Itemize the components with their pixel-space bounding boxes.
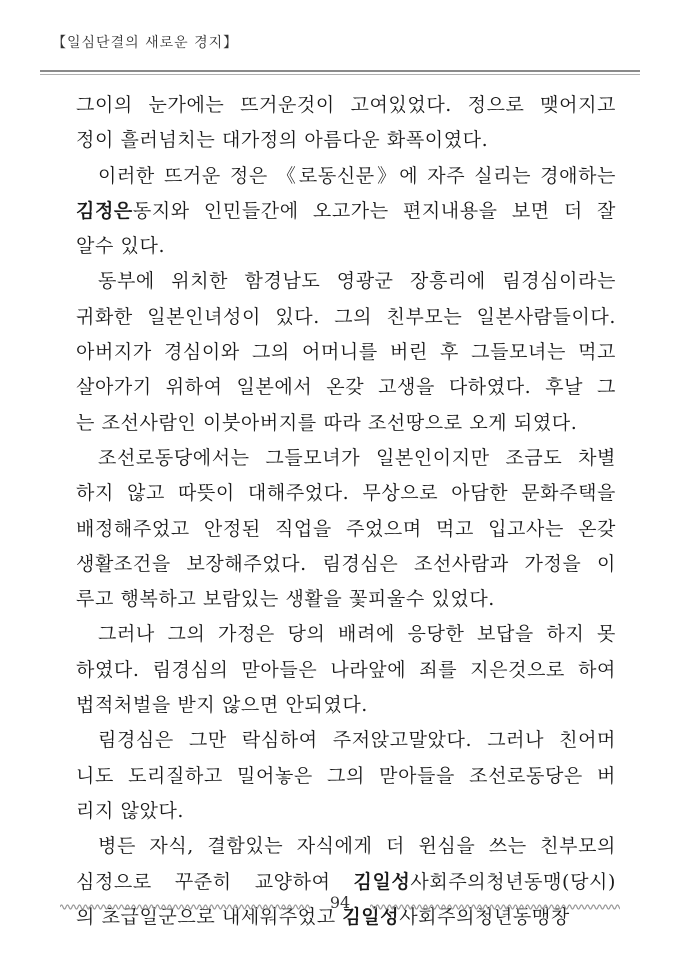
footer-ornament-left-icon — [60, 903, 310, 911]
text-line — [76, 229, 616, 264]
text-run: 그이의 눈가에는 뜨거운것이 고여있었다. 정으로 맺어지고 — [76, 94, 616, 116]
leader-name: 김일성 — [353, 870, 411, 893]
text-line — [76, 335, 616, 370]
footer-ornament-right-icon — [370, 903, 620, 911]
paragraph — [76, 159, 616, 265]
paragraph — [76, 441, 616, 617]
text-line — [76, 194, 616, 229]
paragraph — [76, 88, 616, 159]
text-line — [76, 123, 616, 158]
text-run: 병든 자식, 결함있는 자식에게 더 윈심을 쓰는 친부모의 — [98, 835, 616, 858]
text-line — [76, 617, 616, 652]
chapter-title: 【일심단결의 새로운 경지】 — [52, 35, 239, 51]
body-text — [76, 88, 616, 935]
header-rule — [40, 70, 640, 72]
text-run: 니도 도리질하고 밀어놓은 그의 맏아들을 조선로동당은 버 — [76, 764, 616, 787]
text-line — [76, 723, 616, 758]
text-line — [76, 441, 616, 476]
text-line — [76, 688, 616, 723]
text-line — [76, 829, 616, 864]
text-line — [76, 653, 616, 688]
text-run: 법적처벌을 받지 않으면 안되였다. — [76, 694, 368, 717]
text-line — [76, 794, 616, 829]
text-run: 아버지가 경심이와 그의 어머니를 버린 후 그들모녀는 먹고 — [76, 341, 616, 364]
text-line — [76, 159, 616, 194]
text-run: 생활조건을 보장해주었다. 림경심은 조선사람과 가정을 이 — [76, 552, 616, 575]
paragraph — [76, 264, 616, 440]
header-rule-thin — [40, 74, 640, 75]
page-footer — [60, 893, 620, 921]
text-line — [76, 547, 616, 582]
paragraph — [76, 617, 616, 723]
text-line — [76, 406, 616, 441]
text-run: 정이 흘러넘치는 대가정의 아름다운 화폭이였다. — [76, 129, 489, 152]
text-run: 알수 있다. — [76, 235, 166, 258]
text-line — [76, 476, 616, 511]
text-run: 의 초급일군으로 내세워주었고 — [76, 905, 343, 928]
text-run: 사회주의청년동맹(당시) — [410, 870, 616, 893]
text-line — [76, 759, 616, 794]
text-run: 살아가기 위하여 일본에서 온갖 고생을 다하였다. 후날 그 — [76, 376, 616, 399]
text-line — [76, 300, 616, 335]
text-run: 조선로동당에서는 그들모녀가 일본인이지만 조금도 차별 — [98, 446, 616, 469]
text-line — [76, 512, 616, 547]
text-run: 리지 않았다. — [76, 799, 185, 822]
text-run: 동지와 인민들간에 오고가는 편지내용을 보면 더 잘 — [132, 199, 616, 222]
text-run: 하였다. 림경심의 맏아들은 나라앞에 죄를 지은것으로 하여 — [76, 658, 616, 681]
text-run: 사회주의청년동맹창 — [399, 905, 570, 928]
text-line — [76, 582, 616, 617]
text-run: 루고 행복하고 보람있는 생활을 꽃피울수 있었다. — [76, 588, 495, 611]
leader-name: 김일성 — [342, 905, 400, 928]
text-run: 배정해주었고 안정된 직업을 주었으며 먹고 입고사는 온갖 — [76, 517, 616, 540]
text-run: 림경심은 그만 락심하여 주저앉고말았다. 그러나 친어머 — [98, 729, 616, 752]
leader-name: 김정은 — [76, 199, 133, 222]
paragraph — [76, 723, 616, 829]
text-run: 이러한 뜨거운 정은 《로동신문》에 자주 실리는 경애하는 — [98, 164, 616, 187]
text-run: 는 조선사람인 이붓아버지를 따라 조선땅으로 오게 되였다. — [76, 411, 578, 434]
running-header — [40, 26, 640, 54]
text-line — [76, 264, 616, 299]
text-line — [76, 88, 616, 123]
text-run: 하지 않고 따뜻이 대해주었다. 무상으로 아담한 문화주택을 — [76, 482, 616, 505]
text-line — [76, 370, 616, 405]
page-number: 94 — [329, 893, 351, 912]
text-run: 귀화한 일본인녀성이 있다. 그의 친부모는 일본사람들이다. — [76, 305, 616, 328]
text-run: 동부에 위치한 함경남도 영광군 장흥리에 림경심이라는 — [98, 270, 616, 293]
text-run: 그러나 그의 가정은 당의 배려에 응당한 보답을 하지 못 — [98, 623, 616, 646]
text-run: 심정으로 꾸준히 교양하여 — [76, 870, 354, 893]
